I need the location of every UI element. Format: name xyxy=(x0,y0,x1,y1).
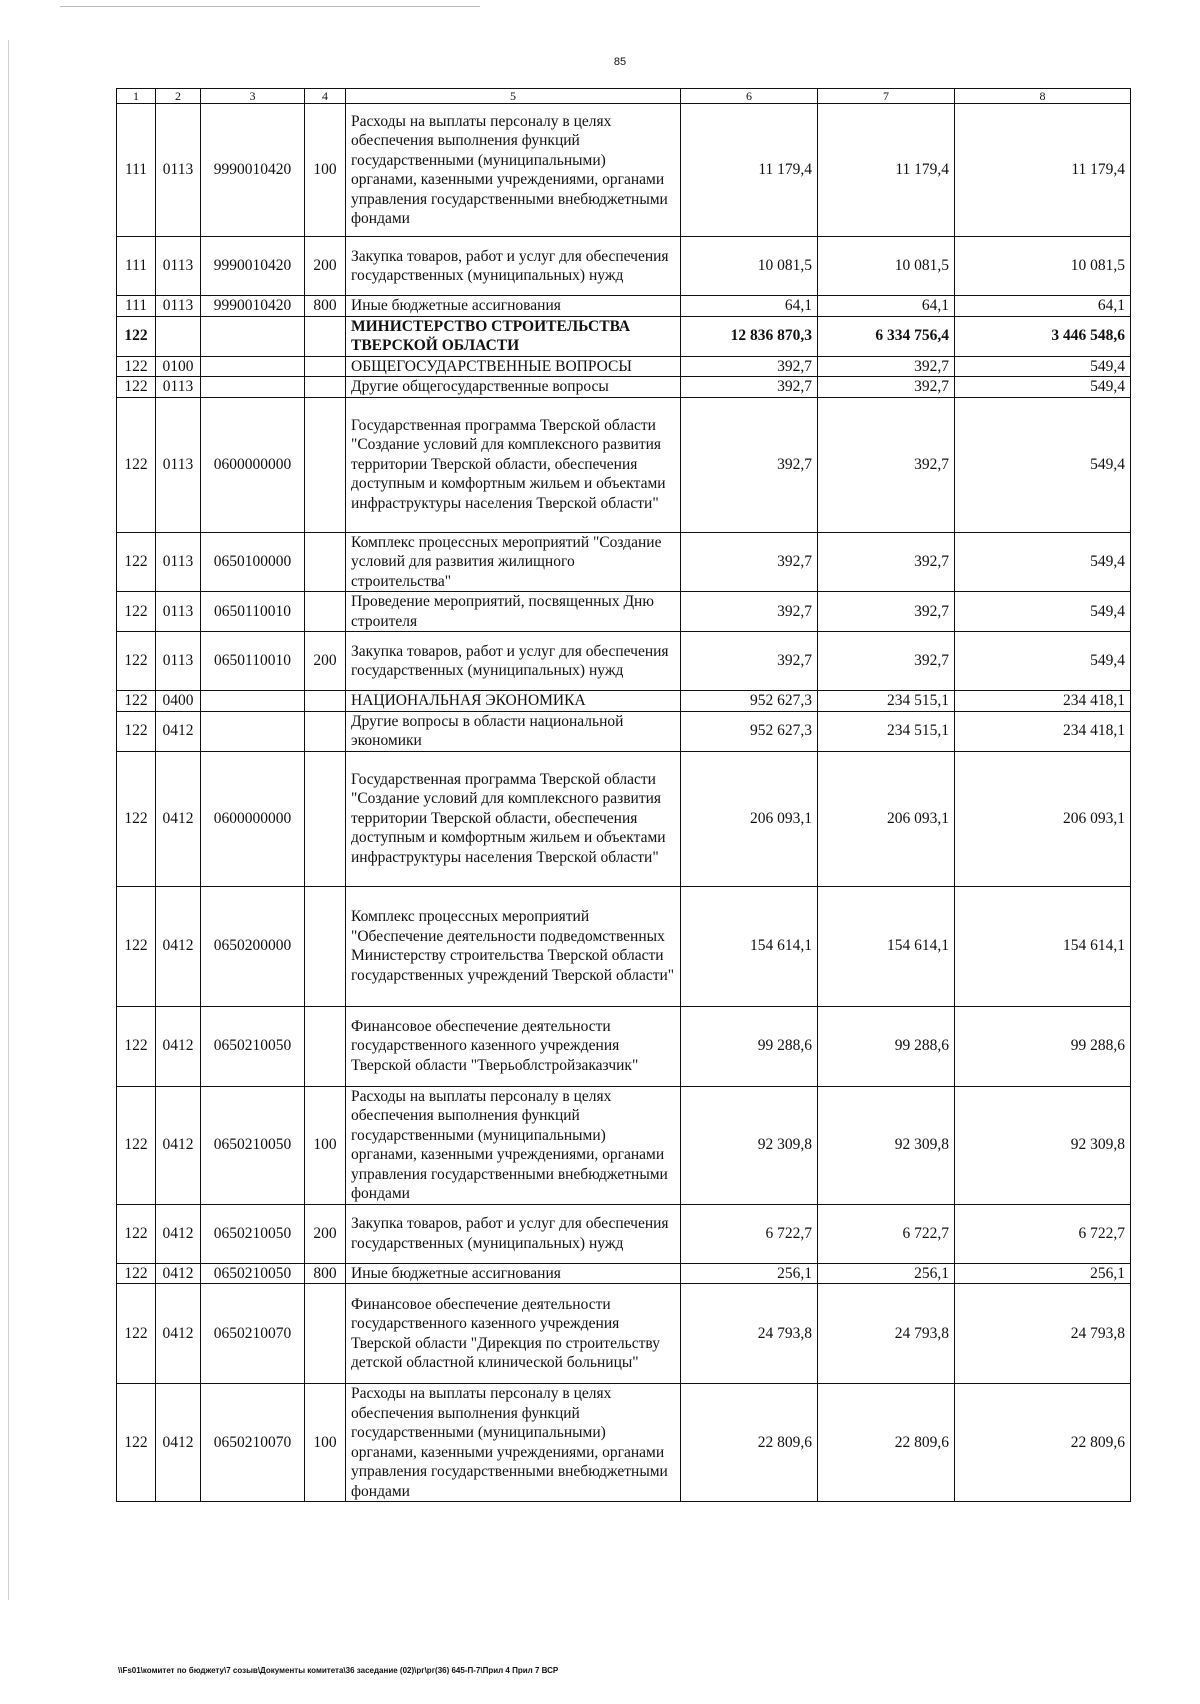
cell-amount-8: 549,4 xyxy=(955,532,1131,592)
cell-amount-7: 11 179,4 xyxy=(818,104,955,237)
cell-expense-type: 800 xyxy=(305,1263,346,1284)
cell-section-code: 0412 xyxy=(156,711,201,751)
cell-description: Закупка товаров, работ и услуг для обеспечения государственных (муниципальных) нужд xyxy=(346,1204,681,1263)
cell-amount-7: 392,7 xyxy=(818,632,955,691)
cell-section-code: 0400 xyxy=(156,691,201,712)
cell-amount-8: 234 418,1 xyxy=(955,691,1131,712)
table-row xyxy=(117,711,1131,751)
cell-admin-code: 122 xyxy=(117,691,156,712)
cell-amount-7: 64,1 xyxy=(818,296,955,317)
cell-expense-type: 100 xyxy=(305,1086,346,1204)
cell-description: Расходы на выплаты персоналу в целях обеспечения выполнения функций государственными (муниципальными) органами, казенными учреждениями, органами управления государственными внебюджетными фондами xyxy=(346,104,681,237)
cell-admin-code: 122 xyxy=(117,397,156,532)
cell-expense-type: 200 xyxy=(305,1204,346,1263)
cell-target-code: 0650200000 xyxy=(201,886,305,1006)
cell-section-code: 0113 xyxy=(156,296,201,317)
footer-file-path: \\Fs01\комитет по бюджету\7 созыв\Документы комитета\36 заседание (02)\рг\рг(36) 645-П-7\Прил 4 Прил 7 ВСР xyxy=(118,1666,559,1675)
cell-target-code: 0650110010 xyxy=(201,632,305,691)
cell-admin-code: 122 xyxy=(117,1006,156,1086)
cell-amount-8: 549,4 xyxy=(955,592,1131,632)
cell-description: Закупка товаров, работ и услуг для обеспечения государственных (муниципальных) нужд xyxy=(346,237,681,296)
cell-admin-code: 122 xyxy=(117,356,156,377)
cell-expense-type: 100 xyxy=(305,104,346,237)
header-col-7: 7 xyxy=(818,89,955,104)
table-row xyxy=(117,1006,1131,1086)
cell-amount-8: 549,4 xyxy=(955,356,1131,377)
cell-section-code: 0100 xyxy=(156,356,201,377)
cell-amount-8: 256,1 xyxy=(955,1263,1131,1284)
table-row xyxy=(117,886,1131,1006)
cell-amount-6: 952 627,3 xyxy=(681,691,818,712)
cell-admin-code: 122 xyxy=(117,886,156,1006)
cell-admin-code: 111 xyxy=(117,296,156,317)
scan-artifact-line xyxy=(60,6,480,7)
cell-section-code: 0412 xyxy=(156,1284,201,1384)
header-col-3: 3 xyxy=(201,89,305,104)
cell-admin-code: 122 xyxy=(117,1263,156,1284)
cell-description: Финансовое обеспечение деятельности государственного казенного учреждения Тверской области "Дирекция по строительству детской областной клинической больницы" xyxy=(346,1284,681,1384)
cell-target-code xyxy=(201,316,305,356)
cell-description: Иные бюджетные ассигнования xyxy=(346,296,681,317)
scan-margin-line xyxy=(8,40,9,1600)
cell-amount-6: 392,7 xyxy=(681,356,818,377)
table-row xyxy=(117,691,1131,712)
table-row xyxy=(117,1263,1131,1284)
cell-section-code: 0113 xyxy=(156,377,201,398)
cell-description: Финансовое обеспечение деятельности государственного казенного учреждения Тверской области "Тверьоблстройзаказчик" xyxy=(346,1006,681,1086)
cell-expense-type xyxy=(305,532,346,592)
cell-amount-8: 549,4 xyxy=(955,632,1131,691)
cell-target-code xyxy=(201,377,305,398)
cell-amount-6: 12 836 870,3 xyxy=(681,316,818,356)
cell-amount-6: 11 179,4 xyxy=(681,104,818,237)
table-row xyxy=(117,1086,1131,1204)
cell-description: Расходы на выплаты персоналу в целях обеспечения выполнения функций государственными (муниципальными) органами, казенными учреждениями, органами управления государственными внебюджетными фондами xyxy=(346,1086,681,1204)
cell-target-code: 0650210050 xyxy=(201,1263,305,1284)
table-row xyxy=(117,751,1131,886)
cell-amount-8: 64,1 xyxy=(955,296,1131,317)
cell-description: Закупка товаров, работ и услуг для обеспечения государственных (муниципальных) нужд xyxy=(346,632,681,691)
cell-amount-7: 392,7 xyxy=(818,592,955,632)
cell-admin-code: 122 xyxy=(117,1284,156,1384)
cell-amount-8: 24 793,8 xyxy=(955,1284,1131,1384)
cell-amount-7: 154 614,1 xyxy=(818,886,955,1006)
header-col-5: 5 xyxy=(346,89,681,104)
cell-section-code: 0412 xyxy=(156,886,201,1006)
cell-admin-code: 111 xyxy=(117,104,156,237)
cell-amount-7: 22 809,6 xyxy=(818,1384,955,1502)
cell-section-code: 0412 xyxy=(156,1384,201,1502)
cell-amount-6: 256,1 xyxy=(681,1263,818,1284)
cell-amount-8: 99 288,6 xyxy=(955,1006,1131,1086)
cell-expense-type xyxy=(305,1284,346,1384)
table-row xyxy=(117,296,1131,317)
cell-amount-7: 24 793,8 xyxy=(818,1284,955,1384)
cell-description: ОБЩЕГОСУДАРСТВЕННЫЕ ВОПРОСЫ xyxy=(346,356,681,377)
cell-amount-6: 64,1 xyxy=(681,296,818,317)
cell-expense-type: 200 xyxy=(305,237,346,296)
cell-admin-code: 122 xyxy=(117,1204,156,1263)
cell-target-code: 0650210050 xyxy=(201,1204,305,1263)
cell-amount-6: 10 081,5 xyxy=(681,237,818,296)
cell-description: Государственная программа Тверской области "Создание условий для комплексного развития территории Тверской области, обеспечения доступным и комфортным жильем и объектами инфраструктуры населения Тверской области" xyxy=(346,751,681,886)
cell-amount-6: 392,7 xyxy=(681,532,818,592)
cell-expense-type: 200 xyxy=(305,632,346,691)
cell-amount-6: 392,7 xyxy=(681,377,818,398)
cell-amount-7: 392,7 xyxy=(818,356,955,377)
cell-amount-7: 234 515,1 xyxy=(818,691,955,712)
header-col-2: 2 xyxy=(156,89,201,104)
cell-amount-8: 6 722,7 xyxy=(955,1204,1131,1263)
cell-expense-type xyxy=(305,356,346,377)
cell-amount-8: 10 081,5 xyxy=(955,237,1131,296)
cell-section-code xyxy=(156,316,201,356)
table-row xyxy=(117,316,1131,356)
cell-target-code: 0650210050 xyxy=(201,1086,305,1204)
cell-amount-7: 392,7 xyxy=(818,397,955,532)
cell-section-code: 0113 xyxy=(156,532,201,592)
header-col-6: 6 xyxy=(681,89,818,104)
cell-target-code: 9990010420 xyxy=(201,296,305,317)
cell-expense-type xyxy=(305,751,346,886)
cell-target-code: 0650210070 xyxy=(201,1284,305,1384)
cell-target-code: 0650110010 xyxy=(201,592,305,632)
header-col-4: 4 xyxy=(305,89,346,104)
cell-admin-code: 122 xyxy=(117,632,156,691)
cell-amount-7: 234 515,1 xyxy=(818,711,955,751)
cell-description: Другие вопросы в области национальной экономики xyxy=(346,711,681,751)
table-row xyxy=(117,592,1131,632)
cell-amount-7: 10 081,5 xyxy=(818,237,955,296)
cell-amount-7: 256,1 xyxy=(818,1263,955,1284)
cell-description: НАЦИОНАЛЬНАЯ ЭКОНОМИКА xyxy=(346,691,681,712)
cell-amount-6: 952 627,3 xyxy=(681,711,818,751)
cell-expense-type xyxy=(305,316,346,356)
cell-amount-8: 206 093,1 xyxy=(955,751,1131,886)
cell-amount-6: 6 722,7 xyxy=(681,1204,818,1263)
cell-target-code xyxy=(201,711,305,751)
header-col-1: 1 xyxy=(117,89,156,104)
cell-admin-code: 122 xyxy=(117,592,156,632)
cell-admin-code: 122 xyxy=(117,711,156,751)
cell-amount-8: 549,4 xyxy=(955,397,1131,532)
cell-section-code: 0412 xyxy=(156,1086,201,1204)
cell-description: Иные бюджетные ассигнования xyxy=(346,1263,681,1284)
cell-amount-6: 92 309,8 xyxy=(681,1086,818,1204)
cell-target-code xyxy=(201,356,305,377)
table-row xyxy=(117,104,1131,237)
cell-admin-code: 122 xyxy=(117,1384,156,1502)
cell-section-code: 0113 xyxy=(156,592,201,632)
table-row xyxy=(117,237,1131,296)
cell-amount-7: 6 722,7 xyxy=(818,1204,955,1263)
cell-description: Проведение мероприятий, посвященных Дню строителя xyxy=(346,592,681,632)
table-row xyxy=(117,532,1131,592)
cell-amount-8: 92 309,8 xyxy=(955,1086,1131,1204)
cell-admin-code: 111 xyxy=(117,237,156,296)
cell-amount-8: 11 179,4 xyxy=(955,104,1131,237)
cell-description: Комплекс процессных мероприятий "Обеспечение деятельности подведомственных Министерству строительства Тверской области государственных учреждений Тверской области" xyxy=(346,886,681,1006)
table-row xyxy=(117,1384,1131,1502)
cell-amount-6: 22 809,6 xyxy=(681,1384,818,1502)
cell-amount-8: 549,4 xyxy=(955,377,1131,398)
cell-section-code: 0113 xyxy=(156,237,201,296)
cell-amount-8: 234 418,1 xyxy=(955,711,1131,751)
table-row xyxy=(117,397,1131,532)
cell-amount-6: 392,7 xyxy=(681,592,818,632)
cell-admin-code: 122 xyxy=(117,1086,156,1204)
cell-admin-code: 122 xyxy=(117,377,156,398)
cell-expense-type xyxy=(305,711,346,751)
cell-amount-7: 6 334 756,4 xyxy=(818,316,955,356)
cell-expense-type: 100 xyxy=(305,1384,346,1502)
cell-section-code: 0412 xyxy=(156,751,201,886)
cell-target-code: 0600000000 xyxy=(201,751,305,886)
table-row xyxy=(117,356,1131,377)
cell-expense-type xyxy=(305,691,346,712)
cell-amount-6: 392,7 xyxy=(681,632,818,691)
cell-amount-6: 99 288,6 xyxy=(681,1006,818,1086)
cell-amount-6: 24 793,8 xyxy=(681,1284,818,1384)
cell-description: Государственная программа Тверской области "Создание условий для комплексного развития территории Тверской области, обеспечения доступным и комфортным жильем и объектами инфраструктуры населения Тверской области" xyxy=(346,397,681,532)
cell-amount-7: 92 309,8 xyxy=(818,1086,955,1204)
cell-section-code: 0113 xyxy=(156,632,201,691)
cell-expense-type xyxy=(305,886,346,1006)
cell-expense-type xyxy=(305,377,346,398)
table-row xyxy=(117,1204,1131,1263)
cell-expense-type xyxy=(305,397,346,532)
cell-admin-code: 122 xyxy=(117,316,156,356)
table-header-row xyxy=(117,89,1131,104)
cell-section-code: 0113 xyxy=(156,104,201,237)
cell-amount-8: 3 446 548,6 xyxy=(955,316,1131,356)
table-row xyxy=(117,377,1131,398)
cell-target-code: 0650100000 xyxy=(201,532,305,592)
cell-amount-8: 154 614,1 xyxy=(955,886,1131,1006)
cell-amount-7: 99 288,6 xyxy=(818,1006,955,1086)
cell-target-code: 9990010420 xyxy=(201,104,305,237)
page-number: 85 xyxy=(613,56,627,68)
cell-target-code: 0600000000 xyxy=(201,397,305,532)
cell-target-code: 9990010420 xyxy=(201,237,305,296)
cell-amount-7: 206 093,1 xyxy=(818,751,955,886)
cell-expense-type xyxy=(305,592,346,632)
cell-admin-code: 122 xyxy=(117,751,156,886)
cell-section-code: 0113 xyxy=(156,397,201,532)
cell-admin-code: 122 xyxy=(117,532,156,592)
cell-description: МИНИСТЕРСТВО СТРОИТЕЛЬСТВА ТВЕРСКОЙ ОБЛАСТИ xyxy=(346,316,681,356)
cell-amount-7: 392,7 xyxy=(818,377,955,398)
budget-table xyxy=(116,88,1131,1502)
cell-description: Комплекс процессных мероприятий "Создание условий для развития жилищного строительства" xyxy=(346,532,681,592)
cell-section-code: 0412 xyxy=(156,1263,201,1284)
cell-target-code: 0650210070 xyxy=(201,1384,305,1502)
cell-amount-6: 206 093,1 xyxy=(681,751,818,886)
cell-description: Расходы на выплаты персоналу в целях обеспечения выполнения функций государственными (муниципальными) органами, казенными учреждениями, органами управления государственными внебюджетными фондами xyxy=(346,1384,681,1502)
cell-expense-type: 800 xyxy=(305,296,346,317)
cell-amount-7: 392,7 xyxy=(818,532,955,592)
cell-target-code xyxy=(201,691,305,712)
table-row xyxy=(117,1284,1131,1384)
cell-amount-6: 392,7 xyxy=(681,397,818,532)
cell-section-code: 0412 xyxy=(156,1204,201,1263)
cell-description: Другие общегосударственные вопросы xyxy=(346,377,681,398)
cell-amount-6: 154 614,1 xyxy=(681,886,818,1006)
cell-expense-type xyxy=(305,1006,346,1086)
table-body xyxy=(117,104,1131,1502)
cell-amount-8: 22 809,6 xyxy=(955,1384,1131,1502)
cell-section-code: 0412 xyxy=(156,1006,201,1086)
header-col-8: 8 xyxy=(955,89,1131,104)
cell-target-code: 0650210050 xyxy=(201,1006,305,1086)
table-row xyxy=(117,632,1131,691)
